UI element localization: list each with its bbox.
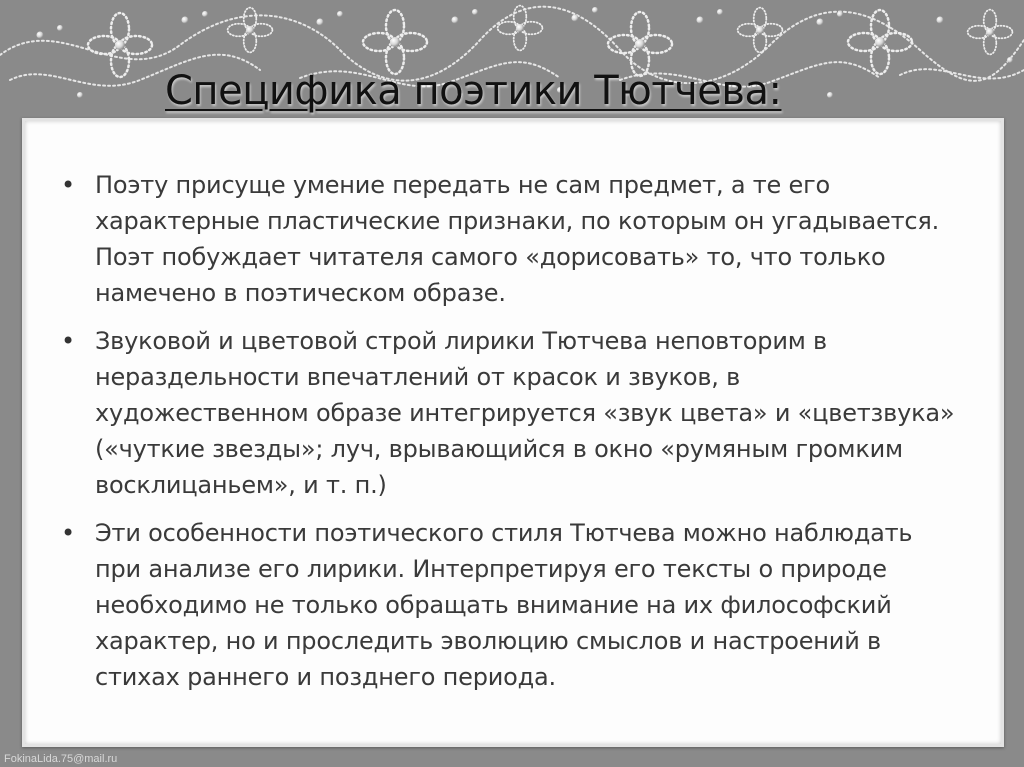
bullet-icon: • <box>61 327 76 355</box>
bullet-item <box>61 515 961 695</box>
bullet-item <box>61 323 961 503</box>
bullet-text: Поэту присуще умение передать не сам предмет, а те его характерные пластические признаки, по которым он угадывается. Поэт побуждает читателя самого «дорисовать» то, что только намечено в поэтическом образе. <box>95 171 940 307</box>
bullet-list <box>61 167 961 707</box>
bullet-text: Звуковой и цветовой строй лирики Тютчева неповторим в нераздельности впечатлений от красок и звуков, в художественном образе интегрируется «звук цвета» и «цветзвука» («чуткие звезды»; луч, врывающийся в окно «румяным громким восклицаньем», и т. п.) <box>95 327 955 499</box>
slide-title: Специфика поэтики Тютчева: <box>165 68 782 114</box>
bullet-item <box>61 167 961 311</box>
content-panel <box>22 118 1004 747</box>
bullet-icon: • <box>61 519 76 547</box>
bullet-icon: • <box>61 171 76 199</box>
bullet-text: Эти особенности поэтического стиля Тютчева можно наблюдать при анализе его лирики. Интерпретируя его тексты о природе необходимо не только обращать внимание на их философский характер, но и проследить эволюцию смыслов и настроений в стихах раннего и позднего периода. <box>95 519 913 691</box>
footer-credit: FokinaLida.75@mail.ru <box>4 753 118 765</box>
